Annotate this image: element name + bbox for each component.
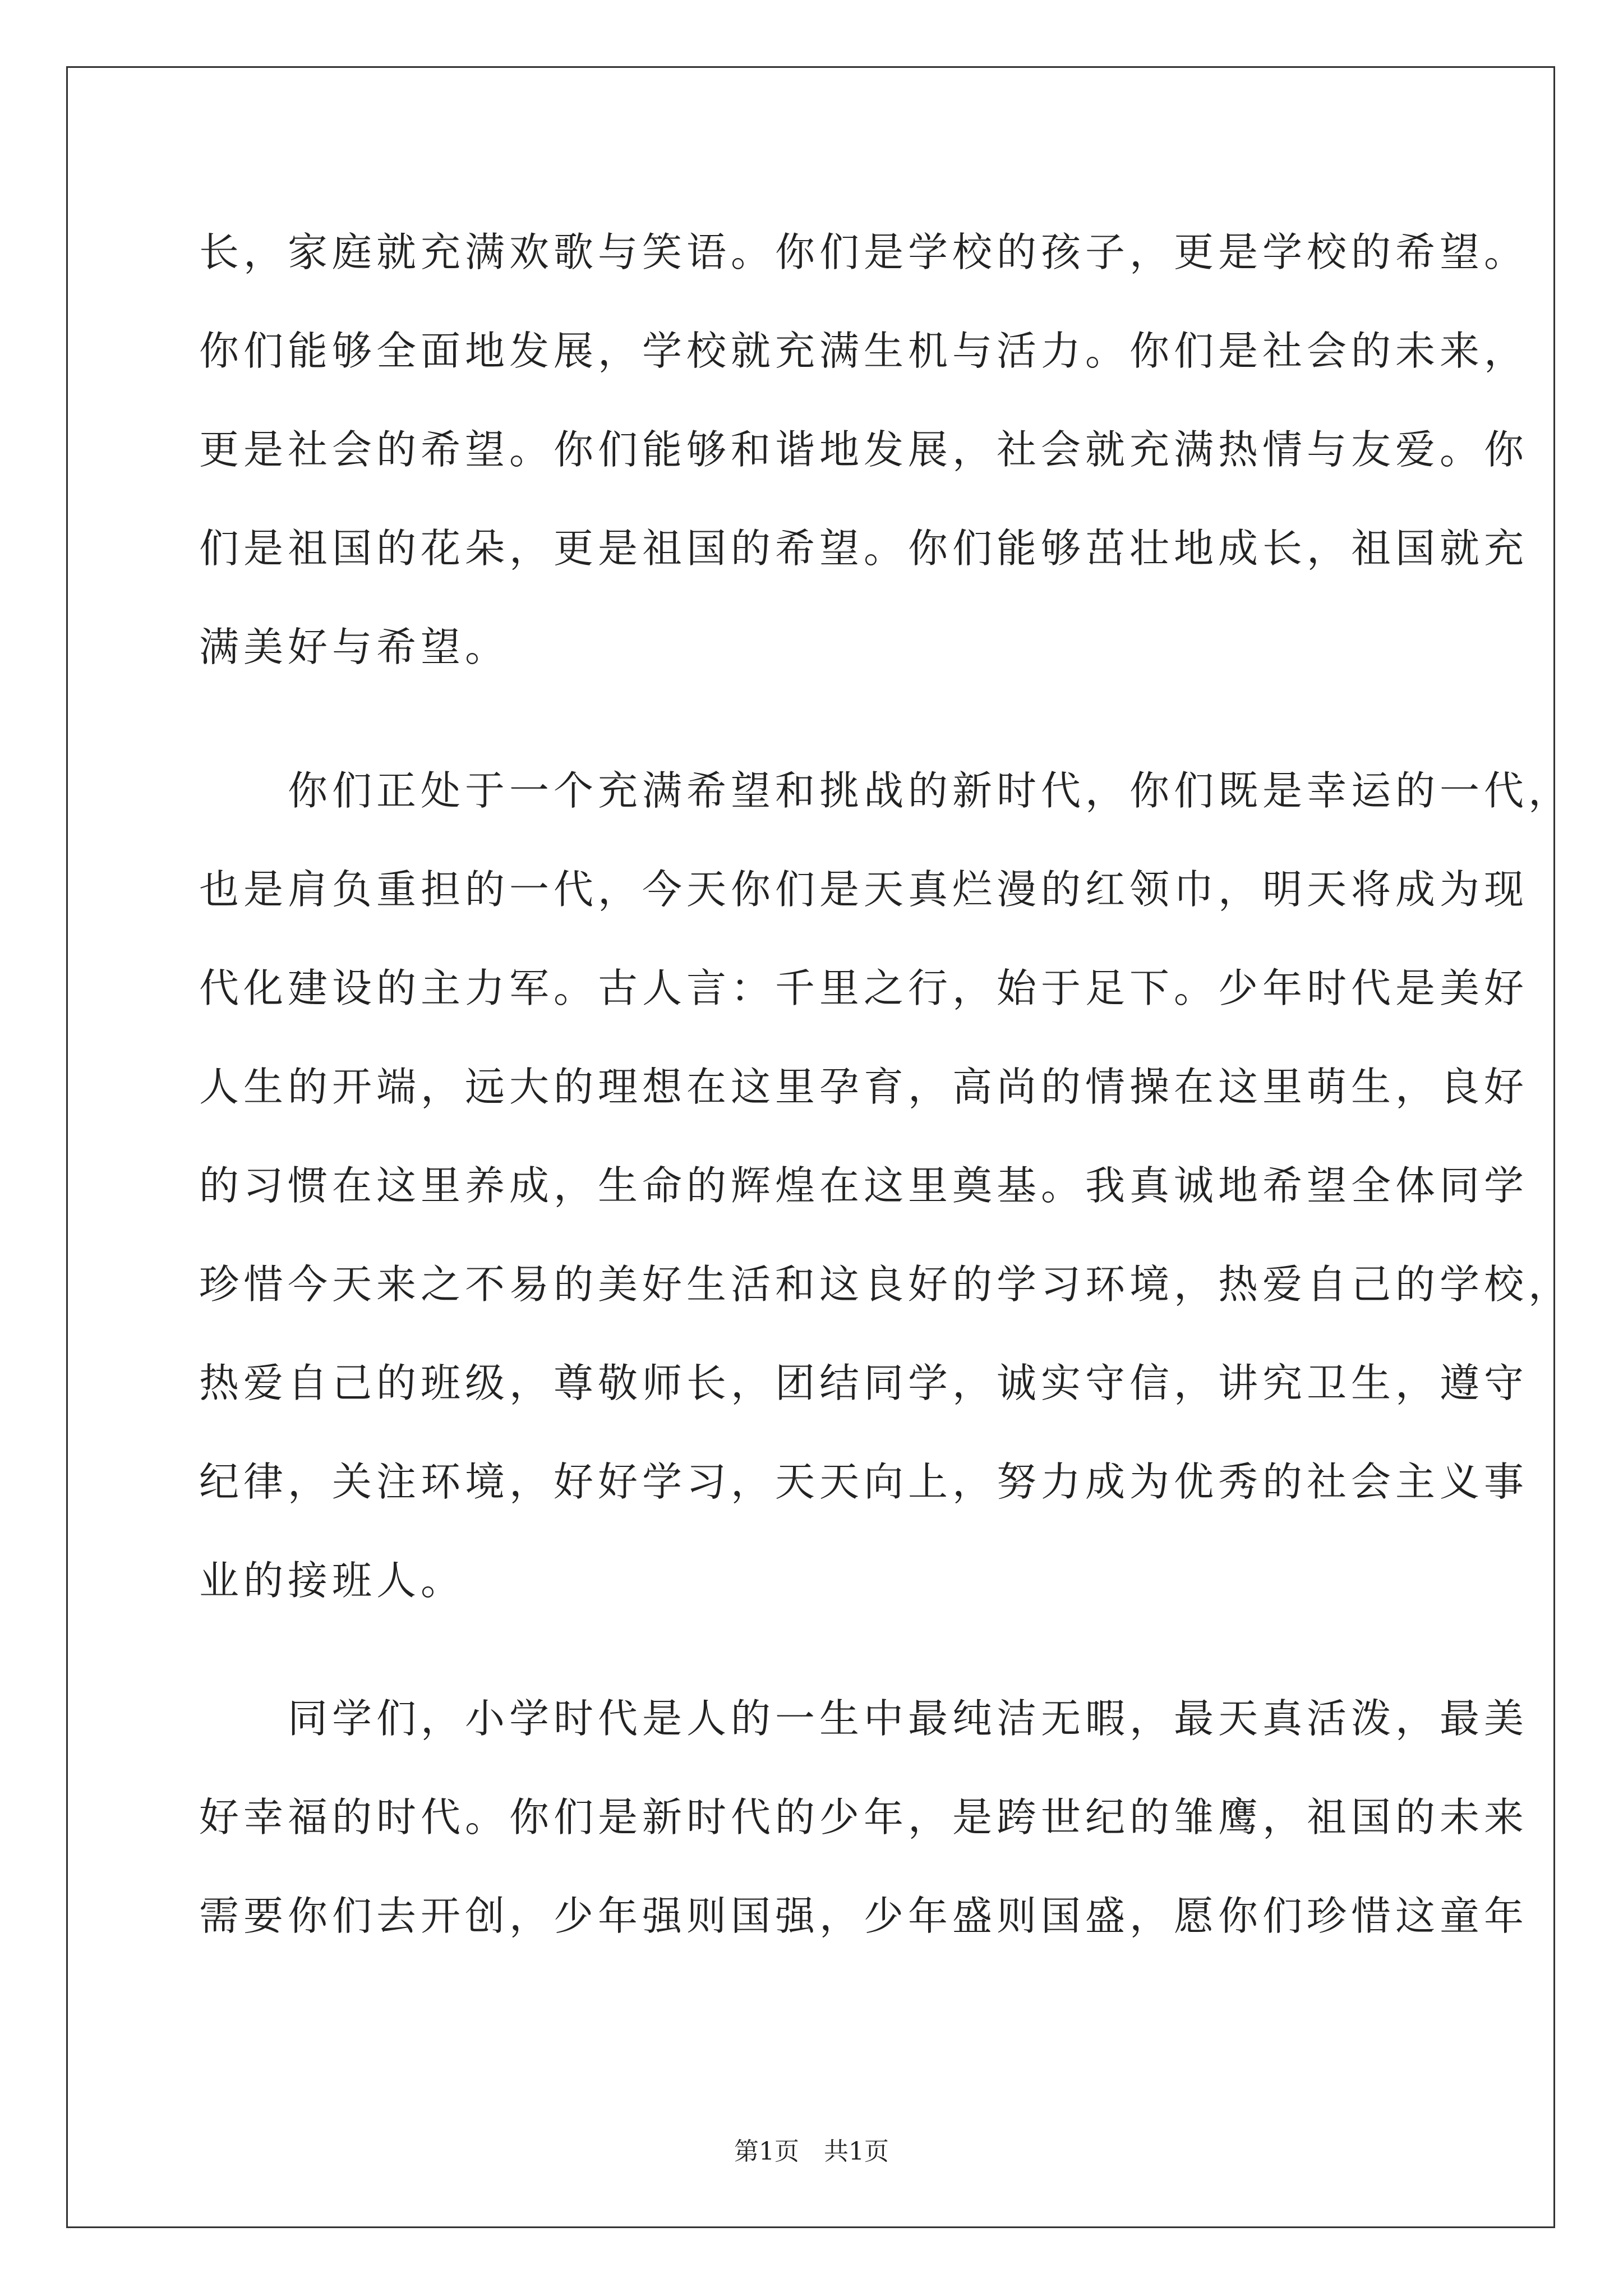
text-line: 你们能够全面地发展，学校就充满生机与活力。你们是社会的未来， <box>199 328 1529 374</box>
text-line: 好幸福的时代。你们是新时代的少年，是跨世纪的雏鹰，祖国的未来 <box>199 1794 1529 1841</box>
text-line: 代化建设的主力军。古人言：千里之行，始于足下。少年时代是美好 <box>199 965 1529 1011</box>
page-footer: 第1页 共1页 <box>734 2137 889 2166</box>
text-line: 也是肩负重担的一代，今天你们是天真烂漫的红领巾，明天将成为现 <box>199 866 1529 913</box>
text-line: 的习惯在这里养成，生命的辉煌在这里奠基。我真诚地希望全体同学 <box>199 1162 1529 1209</box>
text-line: 业的接班人。 <box>199 1557 465 1604</box>
text-line: 们是祖国的花朵，更是祖国的希望。你们能够茁壮地成长，祖国就充 <box>199 525 1529 572</box>
text-line: 珍惜今天来之不易的美好生活和这良好的学习环境，热爱自己的学校， <box>199 1261 1573 1308</box>
text-line: 你们正处于一个充满希望和挑战的新时代，你们既是幸运的一代， <box>199 767 1573 814</box>
text-line: 满美好与希望。 <box>199 624 510 670</box>
text-line: 纪律，关注环境，好好学习，天天向上，努力成为优秀的社会主义事 <box>199 1458 1529 1505</box>
text-line: 人生的开端，远大的理想在这里孕育，高尚的情操在这里萌生，良好 <box>199 1064 1529 1110</box>
text-line: 热爱自己的班级，尊敬师长，团结同学，诚实守信，讲究卫生，遵守 <box>199 1360 1529 1406</box>
text-line: 同学们，小学时代是人的一生中最纯洁无暇，最天真活泼，最美 <box>199 1695 1529 1742</box>
text-line: 长，家庭就充满欢歌与笑语。你们是学校的孩子，更是学校的希望。 <box>199 229 1529 275</box>
text-line: 需要你们去开创，少年强则国强，少年盛则国盛，愿你们珍惜这童年 <box>199 1893 1529 1939</box>
text-line: 更是社会的希望。你们能够和谐地发展，社会就充满热情与友爱。你 <box>199 426 1529 473</box>
